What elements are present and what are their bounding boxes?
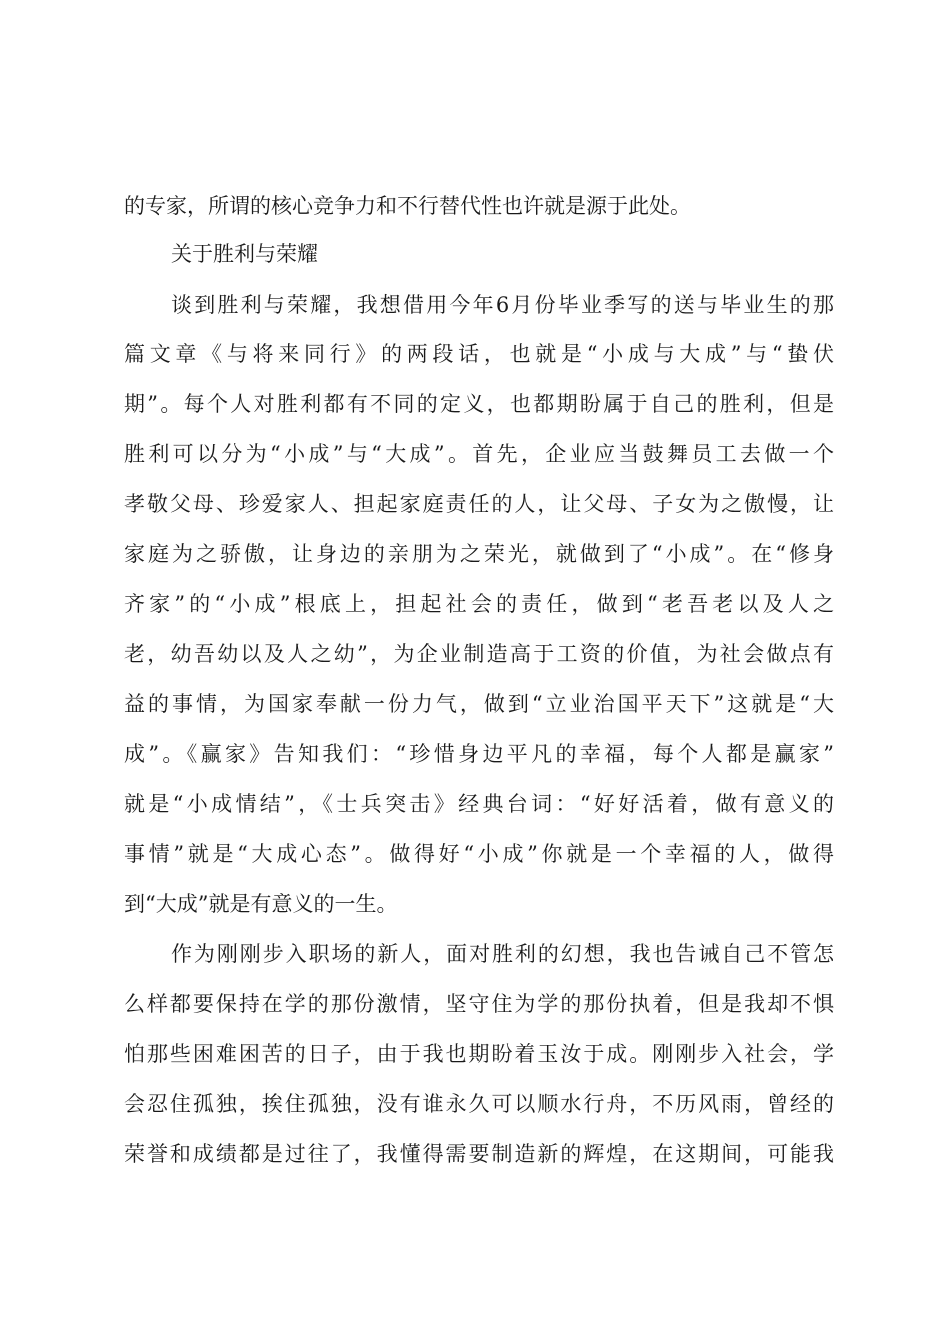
paragraph-line: 会忍住孤独，挨住孤独，没有谁永久可以顺水行舟，不历风雨，曾经的 [124,1092,834,1116]
paragraph-continuation-line: 的专家，所谓的核心竞争力和不行替代性也许就是源于此处。 [124,194,691,218]
paragraph-line: 谈到胜利与荣耀，我想借用今年6月份毕业季写的送与毕业生的那 [171,293,834,317]
paragraph-line: 孝敬父母、珍爱家人、担起家庭责任的人，让父母、子女为之傲慢，让 [124,492,834,516]
paragraph-line: 事情”就是“大成心态”。做得好“小成”你就是一个幸福的人，做得 [124,842,834,866]
paragraph-line: 作为刚刚步入职场的新人，面对胜利的幻想，我也告诫自己不管怎 [171,942,834,966]
paragraph-line: 到“大成”就是有意义的一生。 [124,892,398,916]
paragraph-line: 胜利可以分为“小成”与“大成”。首先，企业应当鼓舞员工去做一个 [124,442,834,466]
paragraph-line: 老，幼吾幼以及人之幼”，为企业制造高于工资的价值，为社会做点有 [124,642,834,666]
paragraph-line: 篇文章《与将来同行》的两段话，也就是“小成与大成”与“蛰伏 [124,342,834,366]
paragraph-line: 么样都要保持在学的那份激情，坚守住为学的那份执着，但是我却不惧 [124,992,834,1016]
paragraph-line: 家庭为之骄傲，让身边的亲朋为之荣光，就做到了“小成”。在“修身 [124,542,834,566]
section-heading: 关于胜利与荣耀 [171,242,318,266]
paragraph-line: 成”。《赢家》告知我们：“珍惜身边平凡的幸福，每个人都是赢家” [124,742,834,766]
paragraph-line: 期”。每个人对胜利都有不同的定义，也都期盼属于自己的胜利，但是 [124,392,834,416]
paragraph-line: 就是“小成情结”，《士兵突击》经典台词：“好好活着，做有意义的 [124,792,834,816]
paragraph-line: 怕那些困难困苦的日子，由于我也期盼着玉汝于成。刚刚步入社会，学 [124,1042,834,1066]
paragraph-line: 荣誉和成绩都是过往了，我懂得需要制造新的辉煌，在这期间，可能我 [124,1142,834,1166]
paragraph-line: 齐家”的“小成”根底上，担起社会的责任，做到“老吾老以及人之 [124,592,834,616]
paragraph-line: 益的事情，为国家奉献一份力气，做到“立业治国平天下”这就是“大 [124,692,834,716]
